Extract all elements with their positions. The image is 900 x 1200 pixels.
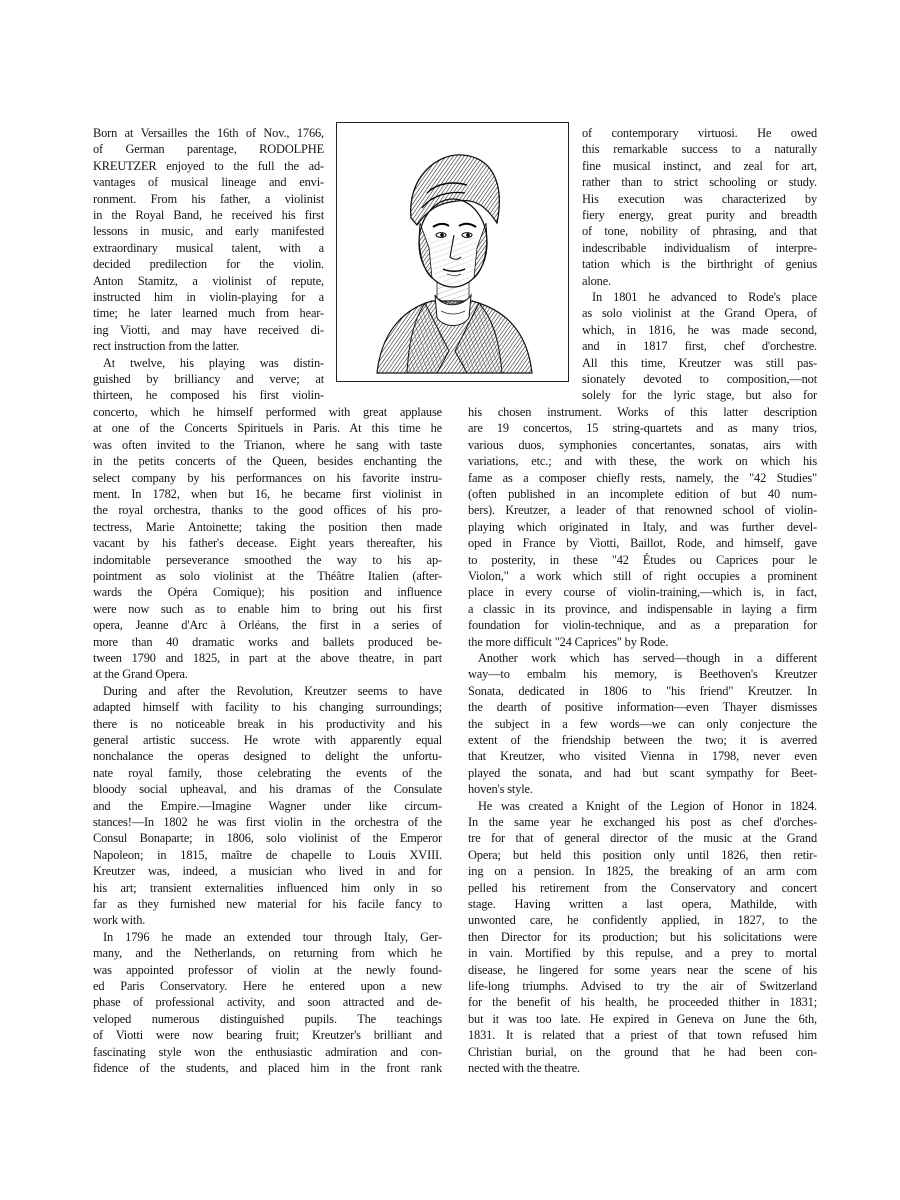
text-line: vantages of musical lineage and envi- [93, 175, 324, 190]
text-line: He was created a Knight of the Legion of Honor in 1824. [478, 798, 817, 813]
text-line: pointment as solo violinist at the Théâtre Italien (after- [93, 569, 442, 583]
text-line: life-long triumphs. Advised to try the air of Switzerland [468, 979, 817, 993]
text-line: tectress, Marie Antoinette; taking the position then made [93, 519, 442, 534]
text-line: Sonata, dedicated in 1806 to "his friend" Kreutzer. In [468, 683, 817, 698]
text-line: opera, Jeanne d'Arc à Orléans, the first in a series of [93, 618, 442, 633]
text-line: oped in France by Viotti, Baillot, Rode, and himself, gave [468, 536, 817, 551]
text-line: (often published in an incomplete edition of but 40 num- [468, 487, 817, 501]
text-line: time; he later learned much from hear- [93, 306, 324, 321]
text-line: and in 1817 first, chef d'orchestre. [582, 339, 817, 354]
text-line: His execution was characterized by [582, 191, 817, 206]
text-line: stances!—In 1802 he was first violin in the orchestra of the [93, 815, 442, 829]
text-line: as solo violinist at the Grand Opera, of [582, 306, 817, 321]
text-line: veloped numerous distinguished pupils. The teachings [93, 1011, 442, 1026]
text-line: there is no noticeable break in his productivity and his [93, 716, 442, 731]
text-line: of Viotti were now bearing fruit; Kreutzer's brilliant and [93, 1028, 442, 1043]
text-line: in the petits concerts of the Queen, besides enchanting the [93, 454, 442, 469]
text-line: All this time, Kreutzer was still pas- [582, 355, 817, 370]
text-line: his chosen instrument. Works of this latter description [468, 405, 817, 419]
text-line: in vain. Mortified by this repulse, and a prey to mortal [468, 946, 817, 961]
text-line: decided predilection for the violin. [93, 257, 324, 272]
text-line: work with. [93, 913, 146, 928]
text-line: 1831. It is related that a priest of that town refused him [468, 1028, 817, 1043]
text-line: more than 40 dramatic works and ballets produced be- [93, 634, 442, 649]
text-line: that Kreutzer, who visited Vienna in 1798, never even [468, 749, 817, 764]
text-line: various duos, symphonies concertantes, sonatas, airs with [468, 437, 817, 452]
text-line: his art; transient externalities influenced him only in so [93, 880, 442, 895]
text-line: many, and the Netherlands, on returning from which he [93, 946, 442, 961]
text-line: tation which is the birthright of genius [582, 257, 817, 272]
text-line: alone. [582, 273, 612, 288]
text-line: fame as a composer chiefly rests, namely, the "42 Studies" [468, 470, 817, 485]
text-line: the subject in a few words—we can only conjecture the [468, 716, 817, 731]
text-line: ronment. From his father, a violinist [93, 191, 324, 206]
text-line: wards the Opéra Comique); his position and influence [93, 585, 442, 600]
text-line: Opera; but held this position only until 1826, then retir- [468, 847, 817, 862]
text-line: tre for that of general director of the music at the Grand [468, 831, 817, 846]
text-line: KREUTZER enjoyed to the full the ad- [93, 158, 324, 173]
text-line: playing which originated in Italy, and was further devel- [468, 519, 817, 534]
text-line: unwonted care, he confidently applied, in 1827, to the [468, 913, 817, 928]
text-line: of German parentage, RODOLPHE [93, 142, 324, 157]
text-line: played the sonata, and had but scant sympathy for Beet- [468, 765, 817, 780]
text-line: then Director for its production; but his solicitations were [468, 929, 817, 944]
text-line: far as they furnished new material for his facile fancy to [93, 897, 442, 911]
text-line: instructed him in violin-playing for a [93, 290, 324, 304]
text-line: ed Paris Conservatory. Here he entered upon a new [93, 979, 442, 993]
text-line: In 1801 he advanced to Rode's place [592, 290, 817, 304]
text-line: Kreutzer was, indeed, a musician who lived in and for [93, 864, 442, 879]
text-line: nonchalance the operas designed to delight the unfortu- [93, 749, 442, 764]
text-line: fidence of the students, and placed him in the front rank [93, 1061, 442, 1075]
text-line: for the benefit of his health, he proceeded thither in 1831; [468, 995, 817, 1010]
text-line: disease, he lingered for some years near the scene of his [468, 962, 817, 977]
text-line: Violon," a work which still of right occupies a prominent [468, 569, 817, 583]
text-line: stage. Having written a last opera, Mathilde, with [468, 897, 817, 911]
text-line: and the Empire.—Imagine Wagner under like circum- [93, 798, 442, 813]
text-line: bloody social upheaval, and his dramas of the Consulate [93, 782, 442, 797]
text-line: solely for the lyric stage, but also for [582, 388, 817, 403]
text-line: phase of professional activity, and soon attracted and de- [93, 995, 442, 1010]
text-line: extent of the friendship between the two; it is averred [468, 733, 817, 747]
text-line: rect instruction from the latter. [93, 339, 240, 354]
text-line: At twelve, his playing was distin- [103, 355, 324, 370]
text-line: a classic in its province, and indispensable in laying a firm [468, 601, 817, 616]
text-line: hoven's style. [468, 782, 533, 797]
text-line: thirteen, he composed his first violin- [93, 388, 324, 403]
text-line: at the Grand Opera. [93, 667, 188, 682]
text-line: In the same year he exchanged his post as chef d'orches- [468, 815, 817, 829]
text-line: nected with the theatre. [468, 1061, 580, 1075]
text-line: guished by brilliancy and verve; at [93, 372, 324, 386]
text-line: of contemporary virtuosi. He owed [582, 126, 817, 140]
text-line: fascinating style won the enthusiastic admiration and con- [93, 1044, 442, 1059]
text-line: In 1796 he made an extended tour through Italy, Ger- [103, 929, 442, 944]
text-line: were now such as to enable him to bring out his first [93, 601, 442, 616]
text-line: Christian burial, on the ground that he had been con- [468, 1044, 817, 1059]
text-line: sionately devoted to composition,—not [582, 372, 817, 386]
text-line: lessons in music, and early manifested [93, 224, 324, 239]
text-line: the more difficult "24 Caprices" by Rode. [468, 634, 669, 649]
text-line: which, in 1816, he was made second, [582, 322, 817, 337]
text-line: extraordinary musical talent, with a [93, 240, 324, 255]
text-line: rather than to strict schooling or study. [582, 175, 817, 190]
text-line: foundation for violin-technique, and as a preparation for [468, 618, 817, 633]
text-line: nate royal family, those celebrating the events of the [93, 765, 442, 780]
text-line: are 19 concertos, 15 string-quartets and as many trios, [468, 421, 817, 436]
text-line: Consul Bonaparte; in 1806, solo violinist of the Emperor [93, 831, 442, 846]
text-line: vacant by his father's decease. Eight years thereafter, his [93, 536, 442, 551]
text-line: Born at Versailles the 16th of Nov., 1766, [93, 126, 324, 140]
text-line: general artistic success. He wrote with apparently equal [93, 733, 442, 747]
text-line: select company by his performances on his favorite instru- [93, 470, 442, 485]
text-line: During and after the Revolution, Kreutzer seems to have [103, 683, 442, 698]
text-line: but it was too late. He expired in Geneva on June the 6th, [468, 1011, 817, 1026]
text-line: fiery energy, great purity and breadth [582, 208, 817, 222]
text-line: in the Royal Band, he received his first [93, 208, 324, 222]
text-line: to posterity, in these "42 Études ou Caprices pour le [468, 552, 817, 567]
text-line: the dearth of positive information—even Thayer dismisses [468, 700, 817, 715]
text-line: concerto, which he himself performed with great applause [93, 405, 442, 419]
text-line: at one of the Concerts Spirituels in Paris. At this time he [93, 421, 442, 436]
text-line: bers). Kreutzer, a leader of that renowned school of violin- [468, 503, 817, 518]
text-line: pelled his retirement from the Conservatory and concert [468, 880, 817, 895]
portrait-frame [336, 122, 569, 382]
text-line: the royal orchestra, thanks to the good offices of his pro- [93, 503, 442, 518]
text-line: Anton Stamitz, a violinist of repute, [93, 273, 324, 288]
text-line: tween 1790 and 1825, in part at the above theatre, in part [93, 651, 442, 665]
text-line: fine musical instinct, and zeal for art, [582, 158, 817, 173]
portrait-engraving-icon [337, 123, 567, 380]
text-line: was appointed professor of violin at the newly found- [93, 962, 442, 977]
text-line: way—to embalm his memory, is Beethoven's Kreutzer [468, 667, 817, 682]
text-line: variations, etc.; and with these, the work on which his [468, 454, 817, 469]
text-line: ment. In 1782, when but 16, he became first violinist in [93, 487, 442, 501]
text-line: ing Viotti, and may have received di- [93, 322, 324, 337]
text-line: indomitable perseverance smoothed the way to his ap- [93, 552, 442, 567]
text-line: adapted himself with facility to his changing surroundings; [93, 700, 442, 715]
text-line: was often invited to the Trianon, where he sang with taste [93, 437, 442, 452]
text-line: of tone, nobility of phrasing, and that [582, 224, 817, 239]
text-line: Another work which has served—though in a different [478, 651, 817, 665]
text-line: ing on a pension. In 1825, the breaking of an arm com [468, 864, 817, 879]
text-line: Napoleon; in 1815, maître de chapelle to Louis XVIII. [93, 847, 442, 862]
text-line: place in every course of violin-training,—which is, in fact, [468, 585, 817, 600]
text-line: indescribable individualism of interpre- [582, 240, 817, 255]
text-line: this remarkable success to a naturally [582, 142, 817, 157]
